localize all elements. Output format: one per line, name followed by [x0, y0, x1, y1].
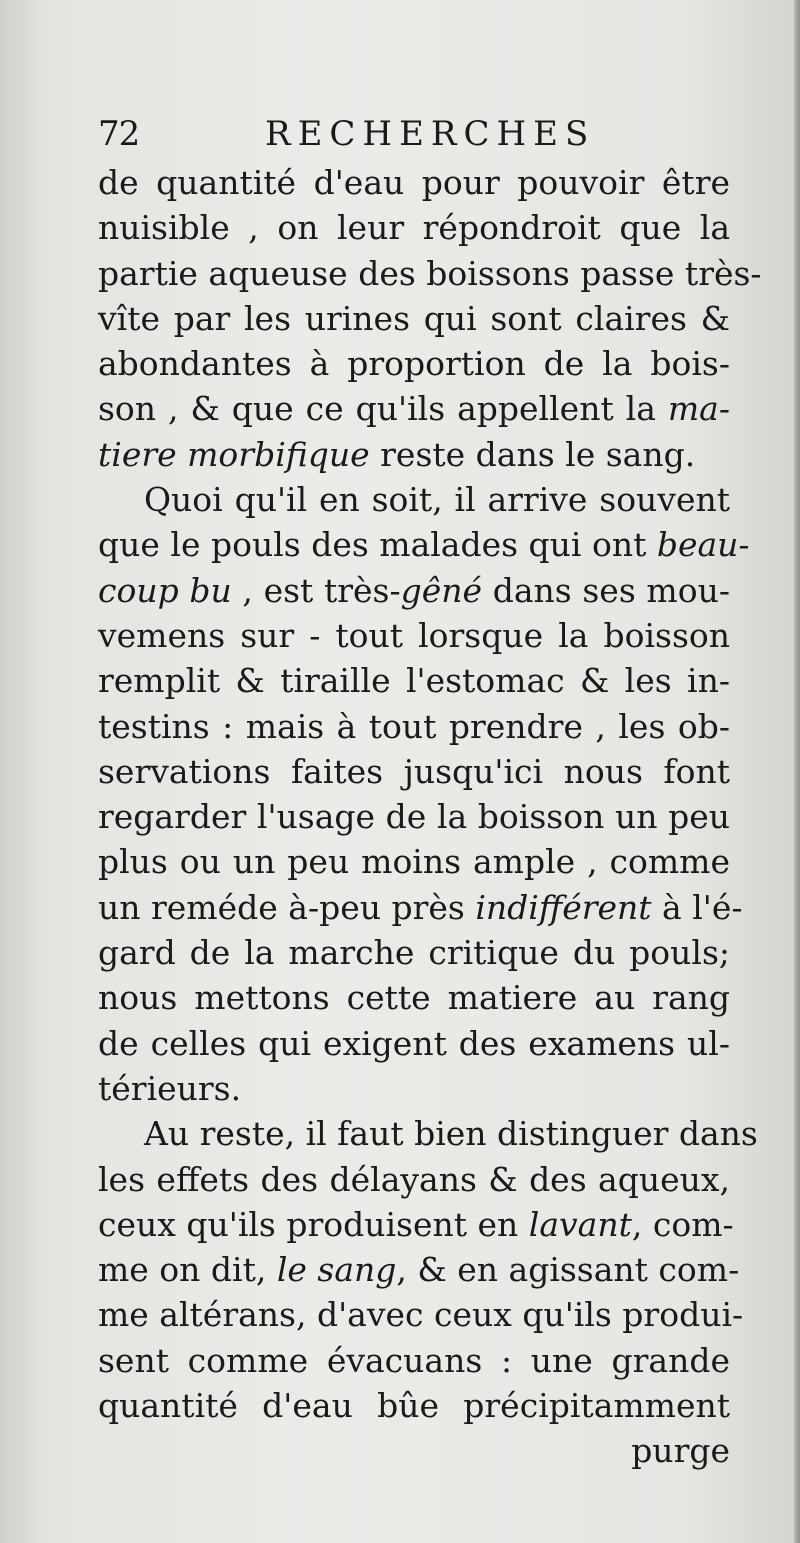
- text-line: abondantes à proportion de la bois-: [98, 344, 730, 384]
- text-line: que le pouls des malades qui ont beau-: [98, 525, 750, 565]
- page-text: [98, 108, 762, 1474]
- text-line: partie aqueuse des boissons passe très-: [98, 253, 762, 293]
- catchword: purge: [631, 1431, 730, 1471]
- paragraph-1: [98, 160, 762, 477]
- text-line: nuisible , on leur répondroit que la: [98, 208, 730, 248]
- page-number: 72: [98, 114, 140, 154]
- page-header: [98, 108, 730, 160]
- text-line: coup bu , est très-gêné dans ses mou-: [98, 570, 730, 610]
- text-line: plus ou un peu moins ample , comme: [98, 842, 730, 882]
- paragraph-3: [98, 1111, 758, 1428]
- text-line: vemens sur - tout lorsque la boisson: [98, 615, 730, 655]
- running-head: RECHERCHES: [265, 114, 596, 154]
- text-line: me altérans, d'avec ceux qu'ils produi-: [98, 1295, 744, 1335]
- text-line: de quantité d'eau pour pouvoir être: [98, 163, 730, 202]
- page-edge-shadow: [794, 0, 800, 1543]
- text-line: remplit & tiraille l'estomac & les in-: [98, 661, 730, 701]
- text-line: vîte par les urines qui sont claires &: [98, 298, 730, 338]
- text-line: de celles qui exigent des examens ul-: [98, 1023, 730, 1063]
- text-line: un reméde à-peu près indifférent à l'é-: [98, 887, 743, 927]
- text-line: sent comme évacuans : une grande: [98, 1340, 730, 1380]
- text-line: Au reste, il faut bien distinguer dans: [144, 1114, 758, 1154]
- text-line: Quoi qu'il en soit, il arrive souvent: [144, 480, 730, 520]
- paragraph-2: [98, 477, 750, 1111]
- text-line: quantité d'eau bûe précipitamment: [98, 1386, 730, 1426]
- text-line: son , & que ce qu'ils appellent la ma-: [98, 389, 730, 429]
- text-line: testins : mais à tout prendre , les ob-: [98, 706, 730, 746]
- text-line: nous mettons cette matiere au rang: [98, 978, 730, 1018]
- text-line: regarder l'usage de la boisson un peu: [98, 797, 730, 837]
- text-line: me on dit, le sang, & en agissant com-: [98, 1250, 740, 1290]
- text-line: térieurs.: [98, 1068, 242, 1108]
- text-line: servations faites jusqu'ici nous font: [98, 751, 730, 791]
- text-line: gard de la marche critique du pouls;: [98, 933, 730, 973]
- text-line: les effets des délayans & des aqueux,: [98, 1159, 730, 1199]
- text-line: ceux qu'ils produisent en lavant, com-: [98, 1204, 734, 1244]
- text-line: tiere morbifique reste dans le sang.: [98, 434, 696, 474]
